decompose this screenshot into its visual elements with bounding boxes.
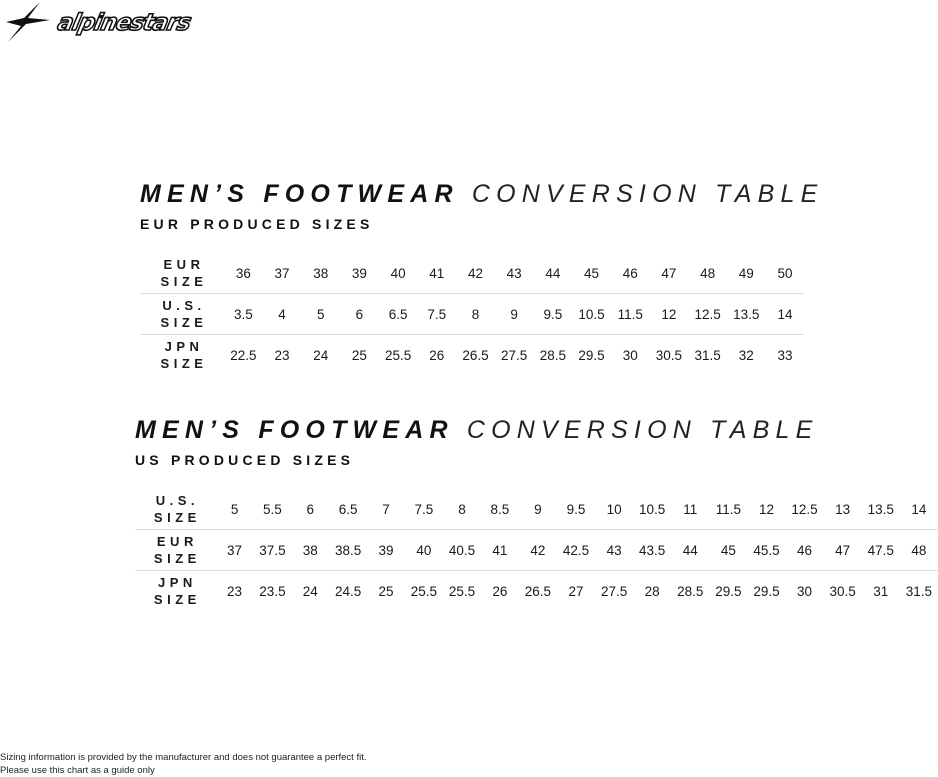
size-cell: 31 <box>862 571 900 612</box>
disclaimer-line-2: Please use this chart as a guide only <box>0 765 155 776</box>
row-header <box>135 489 216 530</box>
size-cell: 49 <box>738 265 754 281</box>
size-cell: 25.5 <box>443 571 481 612</box>
size-cell: 45 <box>584 265 600 281</box>
brand-wordmark: alpinestars <box>55 10 193 36</box>
size-cell: 46 <box>622 265 638 281</box>
section-title <box>140 180 823 208</box>
row-header <box>135 571 216 612</box>
size-cell: 42.5 <box>557 530 595 571</box>
size-cell: 8 <box>456 294 495 335</box>
size-cell: 25.5 <box>379 335 418 376</box>
size-cell: 8.5 <box>490 501 510 517</box>
section-subtitle: US PRODUCED SIZES <box>135 452 355 468</box>
section-title <box>135 416 938 444</box>
size-cell: 3.5 <box>224 294 263 335</box>
size-cell: 43 <box>506 265 522 281</box>
size-cell: 36 <box>235 265 251 281</box>
size-cell: 7.5 <box>414 501 434 517</box>
size-cell: 43 <box>595 530 633 571</box>
row-header-line: JPN <box>164 339 204 354</box>
size-cell: 26 <box>417 335 456 376</box>
size-cell: 47 <box>661 265 677 281</box>
size-cell: 6.5 <box>338 501 358 517</box>
size-cell: 30.5 <box>824 571 862 612</box>
disclaimer <box>0 751 367 777</box>
title-light: CONVERSION TABLE <box>466 416 819 444</box>
size-cell: 30 <box>611 335 650 376</box>
size-cell: 27 <box>557 571 595 612</box>
size-cell: 30 <box>786 571 824 612</box>
size-cell: 10 <box>606 501 622 517</box>
size-cell: 47.5 <box>862 530 900 571</box>
size-cell: 4 <box>263 294 302 335</box>
size-cell: 9 <box>534 501 542 517</box>
row-header-line: SIZE <box>160 274 208 289</box>
size-cell: 25 <box>340 335 379 376</box>
title-bold: MEN’S FOOTWEAR <box>135 416 454 444</box>
eur-produced-section <box>140 180 823 375</box>
size-cell: 29.5 <box>747 571 785 612</box>
size-cell: 39 <box>351 265 367 281</box>
size-cell: 37.5 <box>253 530 291 571</box>
size-cell: 40 <box>390 265 406 281</box>
size-cell: 44 <box>545 265 561 281</box>
size-cell: 50 <box>777 265 793 281</box>
size-cell: 24.5 <box>329 571 367 612</box>
size-cell: 12 <box>650 294 689 335</box>
size-cell: 24 <box>301 335 340 376</box>
size-cell: 28.5 <box>534 335 573 376</box>
size-cell: 48 <box>700 265 716 281</box>
size-cell: 11.5 <box>715 501 741 517</box>
row-header-line: JPN <box>157 575 197 590</box>
table-row <box>140 253 804 294</box>
brand-logo <box>2 0 208 44</box>
size-cell: 29.5 <box>572 335 611 376</box>
size-cell: 38 <box>313 265 329 281</box>
size-cell: 7.5 <box>417 294 456 335</box>
size-cell: 5 <box>301 294 340 335</box>
size-cell: 45.5 <box>747 530 785 571</box>
size-cell: 11.5 <box>611 294 650 335</box>
size-cell: 6 <box>340 294 379 335</box>
size-cell: 28 <box>633 571 671 612</box>
size-cell: 11 <box>683 501 698 517</box>
size-cell: 9 <box>495 294 534 335</box>
size-cell: 26.5 <box>519 571 557 612</box>
size-cell: 44 <box>671 530 709 571</box>
size-cell: 13.5 <box>867 501 894 517</box>
size-cell: 8 <box>458 501 466 517</box>
row-header-line: SIZE <box>153 551 201 566</box>
size-cell: 13.5 <box>727 294 766 335</box>
size-cell: 25.5 <box>405 571 443 612</box>
size-cell: 9.5 <box>534 294 573 335</box>
size-cell: 12.5 <box>688 294 727 335</box>
size-cell: 23 <box>216 571 254 612</box>
size-cell: 22.5 <box>224 335 263 376</box>
size-cell: 12 <box>758 501 774 517</box>
size-cell: 13 <box>835 501 851 517</box>
size-cell: 47 <box>824 530 862 571</box>
row-header-line: SIZE <box>153 510 201 525</box>
us-produced-section <box>135 416 938 611</box>
size-cell: 24 <box>291 571 329 612</box>
size-cell: 23 <box>263 335 302 376</box>
row-header-line: U.S. <box>155 493 200 508</box>
table-row <box>135 489 938 530</box>
size-cell: 6 <box>306 501 315 517</box>
size-cell: 10.5 <box>639 501 666 517</box>
size-cell: 41 <box>429 265 445 281</box>
size-cell: 26 <box>481 571 519 612</box>
size-cell: 9.5 <box>566 501 586 517</box>
size-cell: 40.5 <box>443 530 481 571</box>
size-cell: 46 <box>786 530 824 571</box>
size-cell: 31.5 <box>900 571 938 612</box>
row-header <box>140 294 224 335</box>
row-header-line: SIZE <box>160 315 208 330</box>
title-bold: MEN’S FOOTWEAR <box>140 180 459 208</box>
section-subtitle: EUR PRODUCED SIZES <box>140 216 374 232</box>
size-cell: 37 <box>216 530 254 571</box>
size-cell: 30.5 <box>650 335 689 376</box>
size-cell: 42 <box>467 265 483 281</box>
row-header-line: EUR <box>156 534 198 549</box>
size-cell: 14 <box>766 294 805 335</box>
size-cell: 26.5 <box>456 335 495 376</box>
table-row <box>140 335 804 376</box>
row-header-line: SIZE <box>160 356 208 371</box>
size-cell: 29.5 <box>709 571 747 612</box>
row-header-line: U.S. <box>162 298 206 313</box>
conversion-table <box>140 253 804 375</box>
size-cell: 14 <box>911 501 927 517</box>
size-cell: 27.5 <box>495 335 534 376</box>
size-cell: 5.5 <box>263 501 282 517</box>
size-cell: 10.5 <box>572 294 611 335</box>
size-cell: 43.5 <box>633 530 671 571</box>
size-cell: 37 <box>274 265 290 281</box>
size-cell: 25 <box>367 571 405 612</box>
size-cell: 40 <box>405 530 443 571</box>
size-cell: 23.5 <box>253 571 291 612</box>
size-cell: 12.5 <box>791 501 818 517</box>
size-cell: 6.5 <box>379 294 418 335</box>
size-cell: 7 <box>382 501 390 517</box>
size-cell: 31.5 <box>688 335 727 376</box>
row-header-line: EUR <box>163 257 205 272</box>
row-header <box>140 335 224 376</box>
size-cell: 42 <box>519 530 557 571</box>
size-cell: 27.5 <box>595 571 633 612</box>
size-cell: 33 <box>766 335 805 376</box>
size-cell: 38 <box>291 530 329 571</box>
size-cell: 48 <box>900 530 938 571</box>
size-cell: 45 <box>709 530 747 571</box>
table-row <box>135 571 938 612</box>
size-cell: 41 <box>481 530 519 571</box>
size-cell: 32 <box>727 335 766 376</box>
title-light: CONVERSION TABLE <box>471 180 824 208</box>
conversion-table <box>135 489 938 611</box>
table-row <box>140 294 804 335</box>
table-row <box>135 530 938 571</box>
row-header <box>135 530 216 571</box>
disclaimer-line-1: Sizing information is provided by the manufacturer and does not guarantee a perfect fit. <box>0 752 367 763</box>
size-cell: 38.5 <box>329 530 367 571</box>
size-cell: 39 <box>367 530 405 571</box>
size-cell: 28.5 <box>671 571 709 612</box>
row-header-line: SIZE <box>153 592 201 607</box>
row-header <box>140 253 224 294</box>
size-cell: 5 <box>230 501 239 517</box>
